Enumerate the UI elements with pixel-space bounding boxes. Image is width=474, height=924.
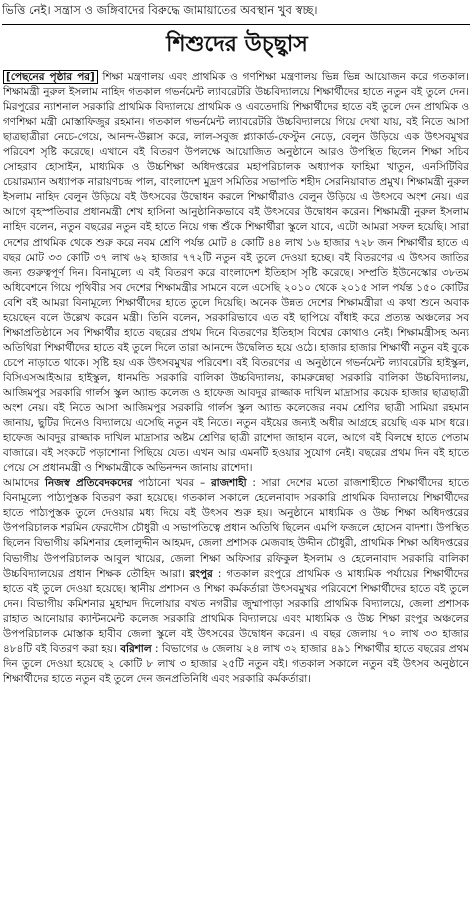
paragraph-2 bbox=[3, 476, 469, 687]
previous-article-tail: ভিত্তি নেই। সন্ত্রাস ও জঙ্গিবাদের বিরুদ্ধে জামায়াতের অবস্থান খুব স্বচ্ছ। bbox=[2, 0, 470, 25]
rajshahi-text: : সারা দেশের মতো রাজশাহীতে শিক্ষার্থীদের হাতে বিনামূল্যে পাঠ্যপুস্তক বিতরণ করা হয়েছে। গতকাল সকালে হেলেনাবাদ সরকারি প্রাথমিক বিদ্যালয়ে শিক্ষার্থীদের হাতে পাঠ্যপুস্তক তুলে দেওয়ার মধ্য দিয়ে বই উৎসব শুরু হয়। অনুষ্ঠানে মাধ্যমিক ও উচ্চ শিক্ষা অধিদপ্তরের উপপরিচালক শরমিন ফেরদৌস চৌধুরী এ সভাপতিত্বে প্রধান অতিথি ছিলেন এমপি ফজলে হোসেন বাদশা। উপস্থিত ছিলেন বিভাগীয় কমিশনার হেলালুদ্দীন আহমদ, জেলা প্রশাসক মেজবাহ উদ্দীন চৌধুরী, প্রাথমিক শিক্ষা অধিদপ্তরের বিভাগীয় উপপরিচালক আবুল খায়ের, জেলা শিক্ষা অফিসার রফিকুল ইসলাম ও হেলেনাবাদ সরকারি বালিকা উচ্চবিদ্যালয়ের প্রধান শিক্ষক তৌহিদ আরা। bbox=[3, 477, 469, 580]
para2-mid: পাঠানো খবর – bbox=[138, 477, 206, 490]
rangpur-text: : গতকাল রংপুরে প্রাথমিক ও মাধ্যমিক পর্যায়ের শিক্ষার্থীদের হাতে বই তুলে দেওয়া হয়েছে। স্থানীয় প্রশাসন ও শিক্ষা কর্মকর্তারা উৎসবমুখর পরিবেশে শিক্ষার্থীদের হাতে বই তুলে দেন। বিভাগীয় কমিশনার মুহাম্মদ দিলোয়ার বখত নগরীর জুম্মাপাড়া সরকারি প্রাথমিক বিদ্যালয়ে, জেলা প্রশাসক রাহাত আনোয়ার ক্যান্টনমেন্ট কলেজ সরকারি প্রাথমিক বিদ্যালয়ে এবং মাধ্যমিক ও উচ্চ শিক্ষা রংপুর অঞ্চলের উপপরিচালক মোস্তাক হাবীব জেলা স্কুলে বই উৎসবের উদ্বোধন করেন। এ বছর জেলায় ৭০ লাখ ৩৩ হাজার ৪৮৪টি বই বিতরণ করা হয়। bbox=[3, 567, 469, 655]
headline: শিশুদের উচ্ছ্বাস bbox=[166, 32, 308, 57]
article-body bbox=[3, 70, 469, 922]
place-rajshahi: রাজশাহী bbox=[210, 477, 247, 490]
para2-prefix: আমাদের bbox=[3, 477, 40, 490]
paragraph-1 bbox=[3, 70, 469, 476]
place-rangpur: রংপুর bbox=[189, 567, 213, 580]
continuation-tag: [পেছনের পৃষ্ঠার পর] bbox=[3, 70, 98, 84]
paragraph-1-text: শিক্ষা মন্ত্রণালয় এবং প্রাথমিক ও গণশিক্ষা মন্ত্রণালয় ভিন্ন ভিন্ন আয়োজন করে গতকাল। শিক্ষামন্ত্রী নুরুল ইসলাম নাহিদ গতকাল গভর্নমেন্ট ল্যাবরেটরি উচ্চবিদ্যালয়ে শিক্ষার্থীদের হাতে নতুন বই তুলে দেন। মিরপুরের ন্যাশনাল সরকারি প্রাথমিক বিদ্যালয়ে প্রাথমিক ও এবতেদায়ি শিক্ষার্থীদের হাতে বই তুলে দেন প্রাথমিক ও গণশিক্ষা মন্ত্রী মোস্তাফিজুর রহমান। গতকাল গভর্নমেন্ট ল্যাবরেটরি উচ্চবিদ্যালয়ে গিয়ে দেখা যায়, বই নিতে আসা ছাত্রছাত্রীরা নেচে-গেয়ে, আনন্দ-উল্লাস করে, লাল-সবুজ প্ল্যাকার্ড-ফেস্টুন নেড়ে, বেলুন উড়িয়ে এক উৎসবমুখর পরিবেশ সৃষ্টি করেছে। এখানে বই বিতরণ উপলক্ষে আয়োজিত অনুষ্ঠানে আরও উপস্থিত ছিলেন শিক্ষা সচিব সোহরাব হোসাইন, মাধ্যমিক ও উচ্চশিক্ষা অধিদপ্তরের মহাপরিচালক অধ্যাপক ফাহিমা খাতুন, এনসিটিবির চেয়ারম্যান অধ্যাপক নারায়ণচন্দ্র পাল, বাংলাদেশ মুদ্রণ সমিতির সভাপতি শহীদ সেরনিয়াবাত প্রমুখ। শিক্ষামন্ত্রী নুরুল ইসলাম নাহিদ বেলুন উড়িয়ে বই উৎসবের উদ্বোধন করলে শিক্ষার্থীরাও বেলুন উড়িয়ে এ উৎসবে অংশ নেয়। এর আগে বৃহস্পতিবার প্রধানমন্ত্রী শেখ হাসিনা আনুষ্ঠানিকভাবে বই উৎসবের উদ্বোধন করেন। শিক্ষামন্ত্রী নুরুল ইসলাম নাহিদ বলেন, নতুন বছরের নতুন বই হাতে নিয়ে গন্ধ শুঁকে শিক্ষার্থীরা স্কুলে যাবে, এটাে আমরা সফল হয়েছি। সারা দেশের প্রাথমিক থেকে শুরু করে নবম শ্রেণি পর্যন্ত মোট ৪ কোটি ৪৪ লাখ ১৬ হাজার ৭২৮ জন শিক্ষার্থীর হাতে এ বছর মোট ৩৩ কোটি ৩৭ লাখ ৬২ হাজার ৭৭২টি নতুন বই তুলে দেওয়া হচ্ছে। বই বিতরণের এ উৎসব জাতির জন্য গুরুত্বপূর্ণ দিন। বিনামূল্যে এ বই বিতরণ করে বাংলাদেশ ইতিহাস সৃষ্টি করেছে। সম্প্রতি ইউনেস্কোর ৩৮তম অধিবেশনে গিয়ে পৃথিবীর সব দেশের শিক্ষামন্ত্রীর সামনে বলে এসেছি ২০১০ থেকে ২০১৫ সাল পর্যন্ত ১৫০ কোটির বেশি বই আমরা বিনামূল্যে শিক্ষার্থীদের হাতে তুলে দিয়েছি। অনেক উন্নত দেশের শিক্ষামন্ত্রীরা এ কথা শুনে অবাক হয়েছেন বলে উল্লেখ করেন মন্ত্রী। তিনি বলেন, সরকারিভাবে এত বই ছাপিয়ে বাঁধাই করে প্রত্যন্ত অঞ্চলের সব শিক্ষাপ্রতিষ্ঠানে সব শিক্ষার্থীর হাতে বছরের প্রথম দিনে বিতরণের ইতিহাস বিশ্বের কোথাও নেই। শিক্ষামন্ত্রীসহ অন্য অতিথিরা শিক্ষার্থীদের হাতে বই তুলে দিলে তারা আনন্দে উদ্বেলিত হয়ে ওঠে। হাজার হাজার শিক্ষার্থী নতুন বই বুকে চেপে নাড়াতে থাকে। সৃষ্টি হয় এক উৎসবমুখর পরিবেশ। বই বিতরণের এ অনুষ্ঠানে গভর্নমেন্ট ল্যাবরেটরি হাইস্কুল, বিসিএসআইআর হাইস্কুল, ধানমন্ডি সরকারি বালিকা উচ্চবিদ্যালয়, কামরুন্নেছা সরকারি বালিকা উচ্চবিদ্যালয়, আজিমপুর সরকারি গার্লস স্কুল অ্যান্ড কলেজ ও হাফেজ আবদুর রাজ্জাক দাখিল মাদ্রাসার কয়েক হাজার ছাত্রছাত্রী অংশ নেয়। বই নিতে আসা আজিমপুর সরকারি গার্লস স্কুল অ্যান্ড কলেজের নবম শ্রেণির ছাত্রী সামিয়া রহমান জানায়, ছুটির দিনেও বিদ্যালয়ে এসেছি নতুন বই নিতে। নতুন বইয়ের জন্যই অধীর আগ্রহে রয়েছি এক মাস ধরে। হাফেজ আবদুর রাজ্জাক দাখিল মাদ্রাসার অষ্টম শ্রেণির ছাত্রী রাশেদা জাহান বলে, আগে বই বিলম্বে হাতে পেতাম বাজারে। বই সংকটে পড়াশোনা পিছিয়ে যেত। এখন আর এমনটি হওয়ার সুযোগ নেই। বছরের প্রথম দিন বই হাতে পেয়ে সে প্রধানমন্ত্রী ও শিক্ষামন্ত্রীকে অভিনন্দন জানায় রাশেদা। bbox=[3, 71, 469, 475]
para2-bold: নিজস্ব প্রতিবেদকদের bbox=[45, 477, 133, 490]
barishal-text: : বিভাগের ৬ জেলায় ২৪ লাখ ৩২ হাজার ৪৯১ শিক্ষার্থীর হাতে বছরের প্রথম দিন তুলে দেওয়া হয়েছে ২ কোটি ৮ লাখ ৩ হাজার ২৫টি নতুন বই। গতকাল সকালে নতুন বই উৎসব অনুষ্ঠানে শিক্ষার্থীদের হাতে নতুন বই তুলে দেন জনপ্রতিনিধি এবং সরকারি কর্মকর্তারা। bbox=[3, 642, 469, 685]
place-barishal: বরিশাল bbox=[120, 642, 152, 655]
